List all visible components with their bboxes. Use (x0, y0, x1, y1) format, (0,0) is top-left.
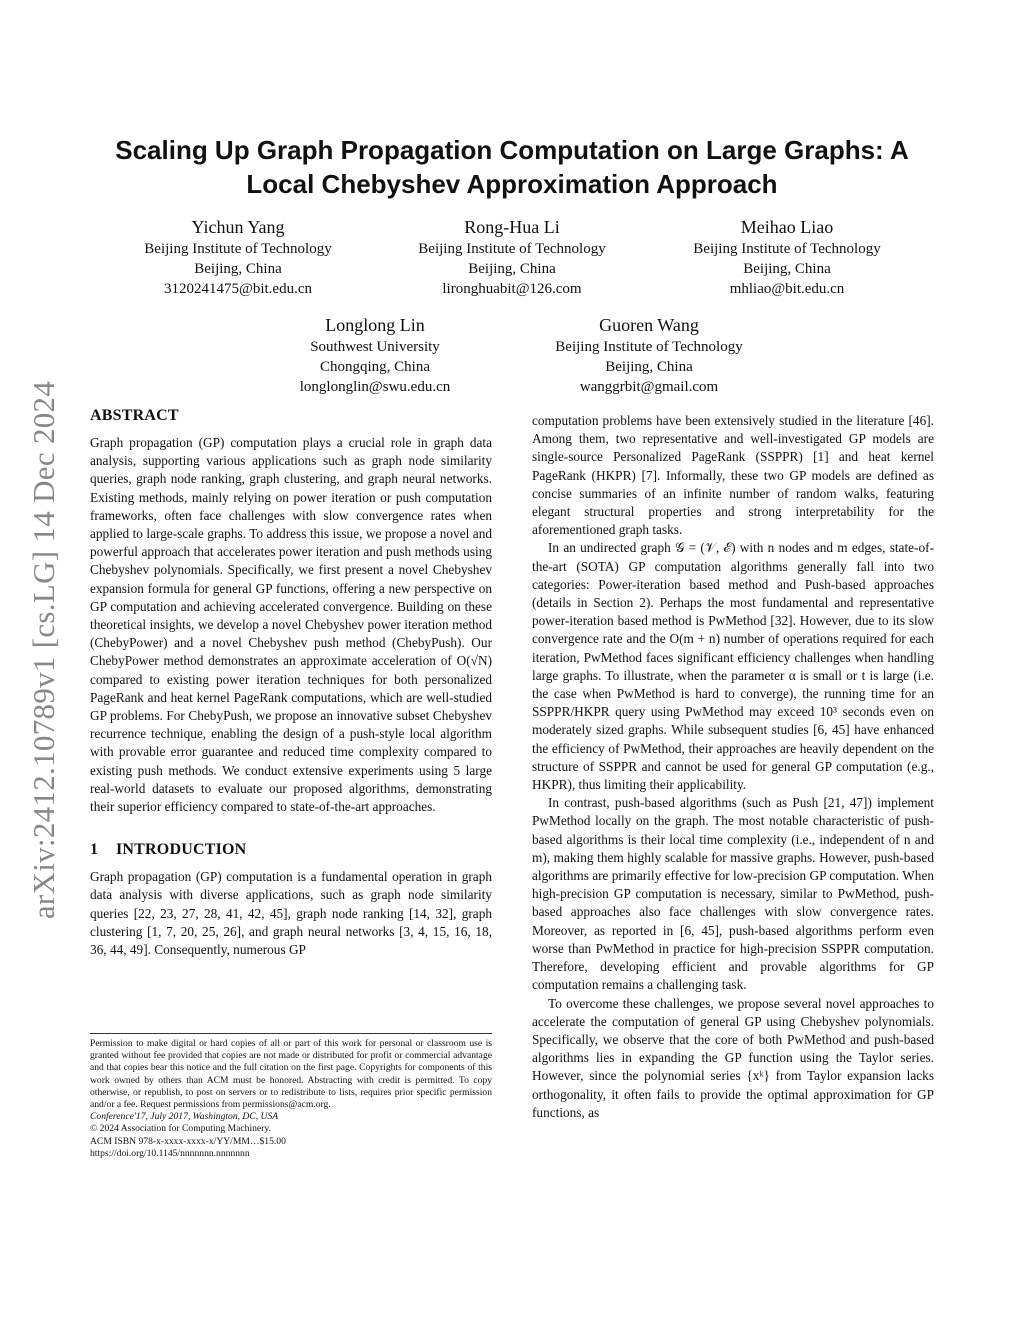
intro-paragraph: In an undirected graph 𝒢 = (𝒱, ℰ) with n nodes and m edges, state-of-the-art (SOTA) GP computation algorithms generally fall into two categories: Power-iteration based method and Push-based approaches (details in Section 2). Perhaps the most fundamental and representative power-iteration based method is PwMethod [32]. However, due to its slow convergence rate and the O(m + n) number of operations required for each iteration, PwMethod faces significant efficiency challenges when handling large graphs. To illustrate, when the parameter α is small or t is large (i.e. the case when PwMethod is hard to converge), the running time for an SSPPR/HKPR query using PwMethod may exceed 10³ seconds even on moderately sized graphs. While subsequent studies [6, 45] have enhanced the efficiency of PwMethod, their approaches are heavily dependent on the structure of SSPPR and cannot be used for general GP computation (e.g., HKPR), thus limiting their applicability. (532, 540, 934, 793)
author-block (108, 215, 368, 299)
author-block (657, 215, 917, 299)
author-name: Guoren Wang (599, 315, 699, 335)
author-affiliation: Beijing Institute of Technology (418, 241, 606, 257)
intro-paragraph: In contrast, push-based algorithms (such as Push [21, 47]) implement PwMethod locally on the graph. The most notable characteristic of push-based algorithms is their local time complexity (i.e., independent of n and m), making them highly scalable for massive graphs. However, push-based algorithms are primarily effective for low-precision GP computation. When high-precision GP computation is necessary, similar to PwMethod, push-based approaches also face challenges with slow convergence rates. Moreover, as reported in [6, 45], push-based algorithms perform even worse than PwMethod in practice for high-precision SSPPR computation. Therefore, developing efficient and provable algorithms for GP computation remains a challenging task. (532, 795, 934, 993)
author-affiliation: Beijing Institute of Technology (555, 339, 743, 355)
arxiv-stamp (24, 350, 64, 950)
permission-notice: Permission to make digital or hard copies of all or part of this work for personal or classroom use is granted without fee provided that copies are not made or distributed for profit or commercial advantage and that copies bear this notice and the full citation on the first page. Copyrights for components of this work owned by others than ACM must be honored. Abstracting with credit is permitted. To copy otherwise, or republish, to post on servers or to redistribute to lists, requires prior specific permission and/or a fee. Request permissions from permissions@acm.org. (90, 1038, 492, 1111)
abstract-heading: ABSTRACT (90, 407, 179, 424)
paper-title: Scaling Up Graph Propagation Computation on Large Graphs: A Local Chebyshev Approximation Approach (115, 135, 909, 199)
author-name: Yichun Yang (191, 217, 285, 237)
author-email: mhliao@bit.edu.cn (729, 281, 845, 297)
isbn-line: ACM ISBN 978-x-xxxx-xxxx-x/YY/MM…$15.00 (90, 1135, 286, 1147)
author-block (519, 313, 779, 397)
author-affiliation: Beijing Institute of Technology (144, 241, 332, 257)
author-email: wanggrbit@gmail.com (579, 379, 719, 395)
section-number: 1 (90, 841, 99, 859)
author-name: Rong-Hua Li (464, 217, 560, 237)
right-column (532, 412, 934, 1122)
author-affiliation: Beijing Institute of Technology (693, 241, 881, 257)
author-location: Beijing, China (605, 359, 693, 375)
author-location: Chongqing, China (319, 359, 430, 375)
intro-paragraph: Graph propagation (GP) computation is a fundamental operation in graph data analysis with diverse applications, such as graph node similarity queries [22, 23, 27, 28, 41, 42, 45], graph node ranking [14, 32], graph clustering [1, 7, 20, 25, 26], and graph neural networks [3, 4, 15, 16, 18, 36, 44, 49]. Consequently, numerous GP (90, 869, 492, 958)
author-affiliation: Southwest University (310, 339, 440, 355)
author-location: Beijing, China (743, 261, 831, 277)
section-title: INTRODUCTION (116, 841, 247, 859)
intro-paragraph: computation problems have been extensively studied in the literature [46]. Among them, two representative and well-investigated GP models are single-source Personalized PageRank (SSPPR) [1] and heat kernel PageRank (HKPR) [7]. Informally, these two GP models are defined as concise summaries of an infinite number of random walks, featuring elegant structural properties and strong interpretability for the aforementioned graph tasks. (532, 413, 934, 538)
author-email: longlonglin@swu.edu.cn (299, 379, 451, 395)
author-email: lironghuabit@126.com (442, 281, 582, 297)
author-block (245, 313, 505, 397)
author-location: Beijing, China (468, 261, 556, 277)
copyright-line: © 2024 Association for Computing Machinery. (90, 1123, 271, 1135)
doi-line: https://doi.org/10.1145/nnnnnnn.nnnnnnn (90, 1147, 250, 1159)
footnote (90, 1038, 492, 1160)
author-name: Longlong Lin (325, 315, 425, 335)
conference-line: Conference'17, July 2017, Washington, DC, USA (90, 1111, 279, 1123)
footnote-rule (90, 1033, 492, 1034)
author-name: Meihao Liao (740, 217, 834, 237)
section-heading (90, 840, 492, 860)
author-email: 3120241475@bit.edu.cn (164, 281, 312, 297)
intro-paragraph: To overcome these challenges, we propose several novel approaches to accelerate the computation of general GP using Chebyshev polynomials. Specifically, we observe that the core of both PwMethod and push-based algorithms lies in expanding the GP function using the Taylor series. However, since the polynomial series {xᵏ} from Taylor expansion lacks orthogonality, it often fails to provide the optimal approximation for GP functions, as (532, 995, 934, 1120)
arxiv-id: arXiv:2412.10789v1 [cs.LG] 14 Dec 2024 (26, 380, 62, 920)
author-block (382, 215, 642, 299)
left-column (90, 406, 492, 959)
author-location: Beijing, China (194, 261, 282, 277)
abstract-text: Graph propagation (GP) computation plays a crucial role in graph data analysis, supporting various applications such as graph node similarity queries, graph node ranking, graph clustering, and graph neural networks. Existing methods, mainly relying on power iteration or push computation frameworks, often face challenges with slow convergence rates when applied to large-scale graphs. To address this issue, we propose a novel and powerful approach that accelerates power iteration and push methods using Chebyshev polynomials. Specifically, we first present a novel Chebyshev expansion formula for general GP functions, offering a new perspective on GP computation and achieving accelerated convergence. Building on these theoretical insights, we develop a novel Chebyshev power iteration method (ChebyPower) and a novel Chebyshev push method (ChebyPush). Our ChebyPower method demonstrates an approximate acceleration of O(√N) compared to existing power iteration techniques for both personalized PageRank and heat kernel PageRank computations, which are well-studied GP problems. For ChebyPush, we propose an innovative subset Chebyshev recurrence technique, enabling the design of a push-style local algorithm with provable error guarantee and reduced time complexity compared to existing push methods. We conduct extensive experiments using 5 large real-world datasets to evaluate our proposed algorithms, demonstrating their superior efficiency compared to state-of-the-art approaches. (90, 435, 492, 815)
